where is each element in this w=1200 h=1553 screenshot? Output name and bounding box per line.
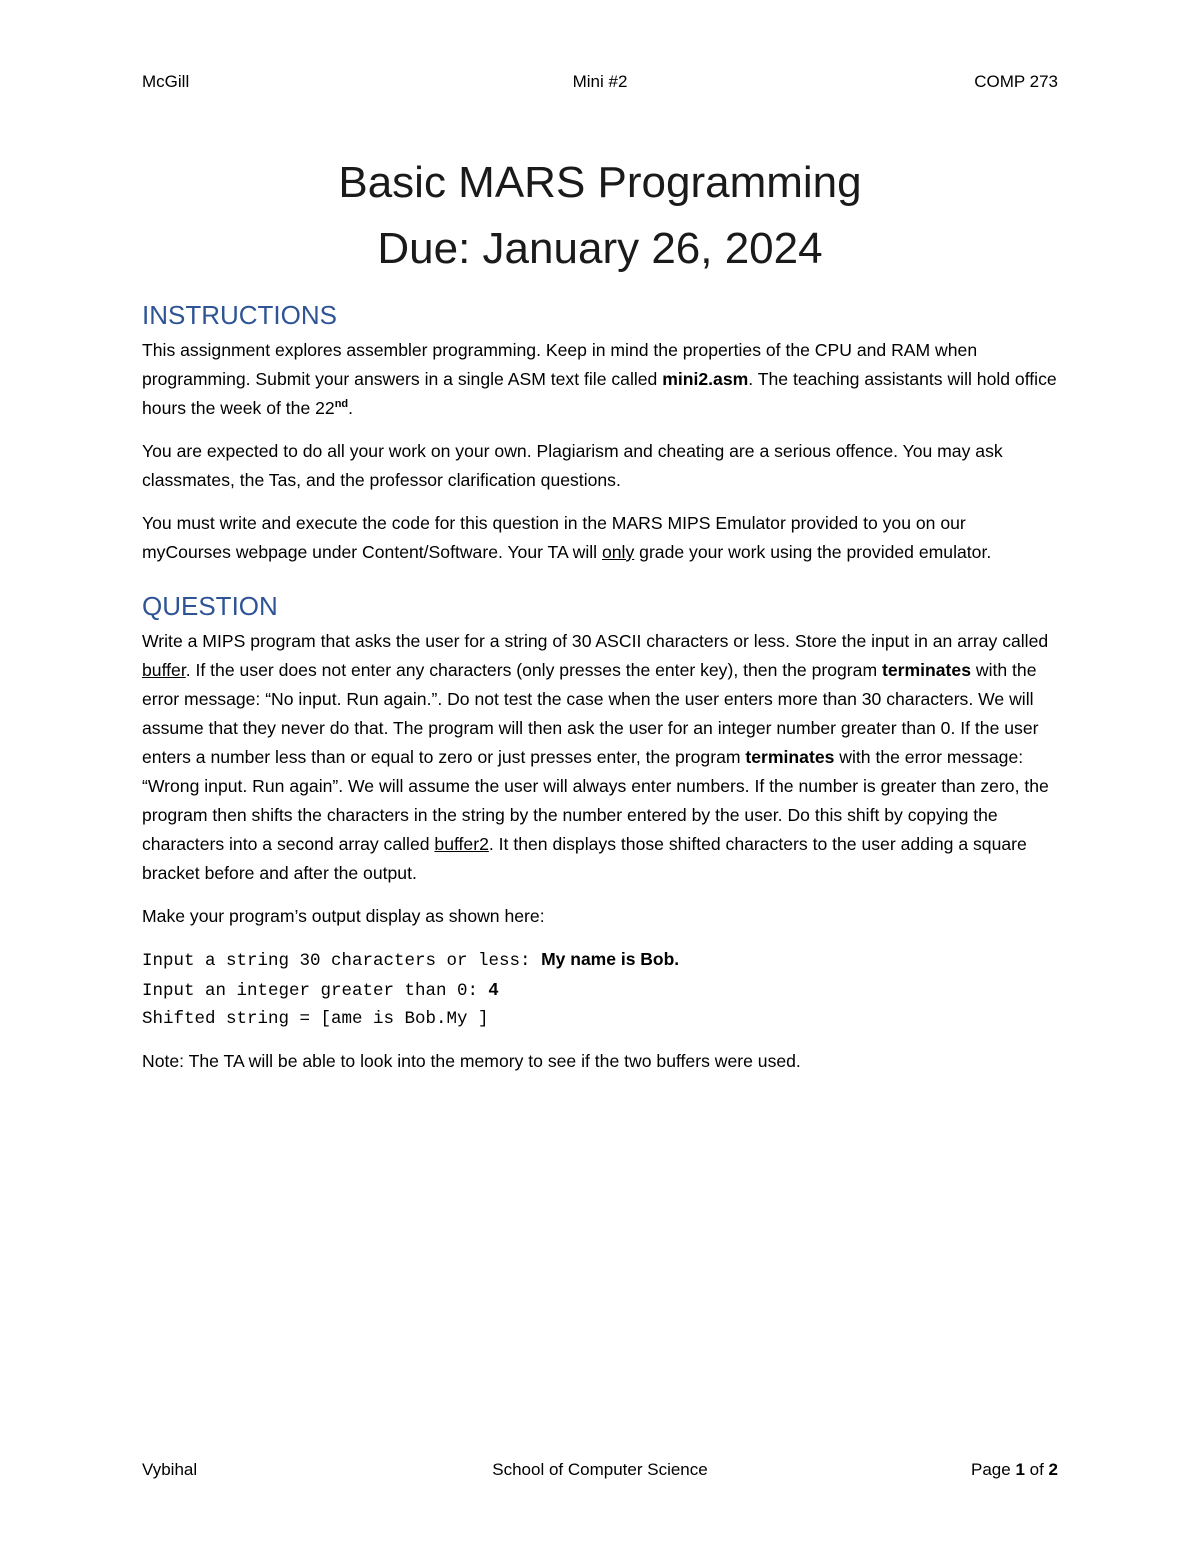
text-run: You must write and execute the code for this question in the MARS MIPS Emulator provided to you on our myCourses webpage under Content/Software. Your TA will [142,513,966,562]
text-run: . [348,398,354,418]
page-footer [142,1460,1058,1486]
instructions-paragraph-2: You are expected to do all your work on your own. Plagiarism and cheating are a serious offence. You may ask classmates, the Tas, and the professor clarification questions. [142,441,1003,490]
code-user-input: My name is Bob. [541,949,680,969]
text-run: This assignment explores assembler programming. Keep in mind the properties of the CPU and RAM when programming. Submit your answers in a single ASM text file called [142,340,978,389]
title-line-1: Basic MARS Programming [338,158,862,207]
sample-output-block [142,945,1058,1033]
text-run: . It then displays those shifted characters to the user adding a square bracket before and after the output. [142,834,1027,883]
page-number [971,1460,1058,1480]
footer-center: School of Computer Science [492,1460,708,1479]
note-label: Note: [142,1051,185,1071]
bold-text: terminates [882,660,971,680]
note-text: The TA will be able to look into the memory to see if the two buffers were used. [184,1051,801,1071]
underlined-text: only [601,542,635,562]
current-page: 1 [1015,1460,1025,1479]
bold-text: terminates [745,747,835,767]
underlined-text: buffer [142,660,186,680]
text-run: Page [971,1460,1016,1479]
filename-bold: mini2.asm [662,369,749,389]
text-run: grade your work using the provided emulator. [634,542,992,562]
title-line-2: Due: January 26, 2024 [377,224,823,273]
instructions-paragraph-3 [142,509,1058,567]
footer-left: Vybihal [142,1460,198,1479]
header-left: McGill [142,72,190,91]
header-center: Mini #2 [572,72,628,91]
text-run: Write a MIPS program that asks the user for a string of 30 ASCII characters or less. Store the input in an array called [142,631,1049,651]
ordinal-superscript: nd [334,398,349,411]
underlined-text: buffer2 [434,834,489,854]
question-paragraph-1 [142,627,1058,888]
question-heading: QUESTION [142,591,278,621]
document-title [142,150,1058,282]
code-prompt: Input an integer greater than 0: [142,981,489,1001]
document-body [142,150,1058,1090]
code-line-1 [142,945,1058,975]
note-paragraph [142,1047,1058,1076]
code-line-2 [142,975,1058,1005]
question-paragraph-2: Make your program’s output display as shown here: [142,906,545,926]
code-user-input: 4 [488,979,499,999]
header-right: COMP 273 [974,72,1058,91]
text-run: . The teaching assistants will hold office hours the week of the 22 [142,369,1057,418]
code-prompt: Input a string 30 characters or less: [142,951,542,971]
total-pages: 2 [1048,1460,1058,1479]
code-line-3: Shifted string = [ame is Bob.My ] [142,1009,489,1029]
text-run: . If the user does not enter any characters (only presses the enter key), then the program [185,660,882,680]
instructions-heading: INSTRUCTIONS [142,300,337,330]
instructions-paragraph-1 [142,336,1058,423]
text-run: with the error message: “Wrong input. Run again”. We will assume the user will always enter numbers. If the number is greater than zero, the program then shifts the characters in the string by the number entered by the user. Do this shift by copying the characters into a second array called [142,747,1049,854]
text-run: of [1024,1460,1049,1479]
text-run: with the error message: “No input. Run again.”. Do not test the case when the user enters more than 30 characters. We will assume that they never do that. The program will then ask the user for an integer number greater than 0. If the user enters a number less than or equal to zero or just presses enter, the program [142,660,1039,767]
page-header [142,72,1058,98]
